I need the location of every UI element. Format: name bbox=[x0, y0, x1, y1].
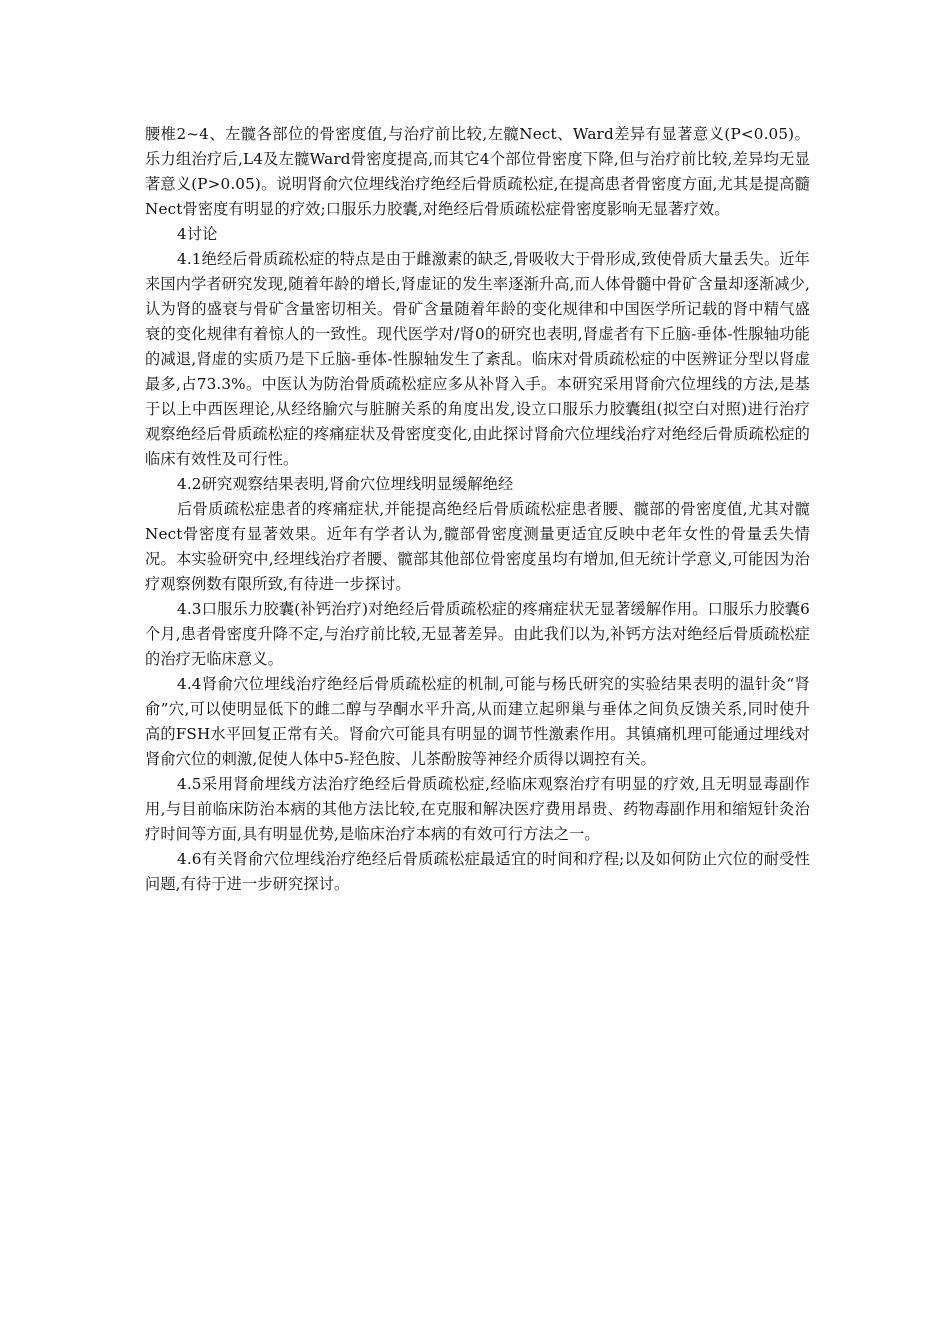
discussion-paragraph-4-2-lead: 4.2研究观察结果表明,肾俞穴位埋线明显缓解绝经 bbox=[177, 475, 514, 493]
document-body bbox=[145, 122, 810, 897]
discussion-paragraph-4-2-body: 后骨质疏松症患者的疼痛症状,并能提高绝经后骨质疏松症患者腰、髋部的骨密度值,尤其对髋Nect骨密度有显著效果。近年有学者认为,髋部骨密度测量更适宜反映中老年女性的骨量丢失情况。本实验研究中,经埋线治疗者腰、髋部其他部位骨密度虽均有增加,但无统计学意义,可能因为治疗观察例数有限所致,有待进一步探讨。 bbox=[145, 500, 810, 593]
section-heading-discussion: 4讨论 bbox=[177, 225, 218, 243]
results-paragraph: 腰椎2~4、左髋各部位的骨密度值,与治疗前比较,左髋Nect、Ward差异有显著意义(P<0.05)。乐力组治疗后,L4及左髋Ward骨密度提高,而其它4个部位骨密度下降,但与治疗前比较,差异均无显著意义(P>0.05)。说明肾俞穴位埋线治疗绝经后骨质疏松症,在提高患者骨密度方面,尤其是提高髓Nect骨密度有明显的疗效;口服乐力胶囊,对绝经后骨质疏松症骨密度影响无显著疗效。 bbox=[145, 125, 810, 218]
discussion-paragraph-4-6: 4.6有关肾俞穴位埋线治疗绝经后骨质疏松症最适宜的时间和疗程;以及如何防止穴位的耐受性问题,有待于进一步研究探讨。 bbox=[145, 850, 810, 893]
discussion-paragraph-4-3: 4.3口服乐力胶囊(补钙治疗)对绝经后骨质疏松症的疼痛症状无显著缓解作用。口服乐力胶囊6个月,患者骨密度升降不定,与治疗前比较,无显著差异。由此我们以为,补钙方法对绝经后骨质疏松症的治疗无临床意义。 bbox=[145, 600, 810, 668]
discussion-paragraph-4-4: 4.4肾俞穴位埋线治疗绝经后骨质疏松症的机制,可能与杨氏研究的实验结果表明的温针灸“肾俞”穴,可以使明显低下的雌二醇与孕酮水平升高,从而建立起卵巢与垂体之间负反馈关系,同时使升高的FSH水平回复正常有关。肾俞穴可能具有明显的调节性激素作用。其镇痛机理可能通过埋线对肾俞穴位的刺激,促使人体中5-羟色胺、儿茶酚胺等神经介质得以调控有关。 bbox=[145, 675, 810, 768]
discussion-paragraph-4-5: 4.5采用肾俞埋线方法治疗绝经后骨质疏松症,经临床观察治疗有明显的疗效,且无明显毒副作用,与目前临床防治本病的其他方法比较,在克服和解决医疗费用昂贵、药物毒副作用和缩短针灸治疗时间等方面,具有明显优势,是临床治疗本病的有效可行方法之一。 bbox=[145, 775, 810, 843]
discussion-paragraph-4-1: 4.1绝经后骨质疏松症的特点是由于雌激素的缺乏,骨吸收大于骨形成,致使骨质大量丢失。近年来国内学者研究发现,随着年龄的增长,肾虚证的发生率逐渐升高,而人体骨髓中骨矿含量却逐渐减少,认为肾的盛衰与骨矿含量密切相关。骨矿含量随着年龄的变化规律和中国医学所记载的肾中精气盛衰的变化规律有着惊人的一致性。现代医学对/肾0的研究也表明,肾虚者有下丘脑-垂体-性腺轴功能的减退,肾虚的实质乃是下丘脑-垂体-性腺轴发生了紊乱。临床对骨质疏松症的中医辨证分型以肾虚最多,占73.3%。中医认为防治骨质疏松症应多从补肾入手。本研究采用肾俞穴位埋线的方法,是基于以上中西医理论,从经络腧穴与脏腑关系的角度出发,设立口服乐力胶囊组(拟空白对照)进行治疗观察绝经后骨质疏松症的疼痛症状及骨密度变化,由此探讨肾俞穴位埋线治疗对绝经后骨质疏松症的临床有效性及可行性。 bbox=[145, 250, 810, 468]
